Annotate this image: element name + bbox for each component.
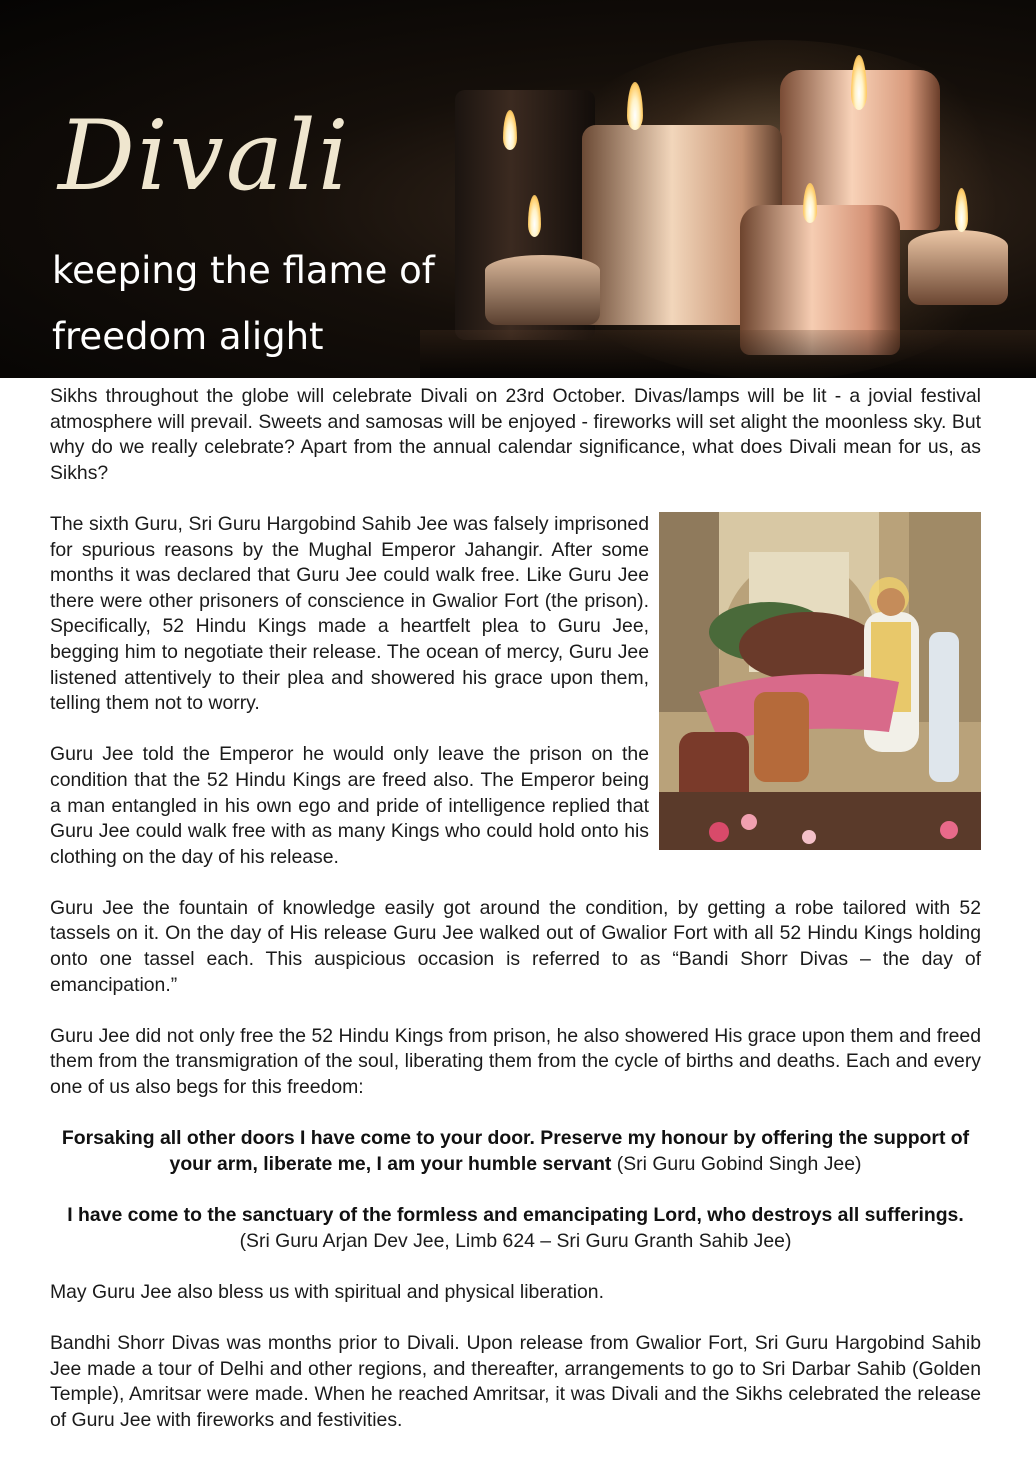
paragraph-freedom: Guru Jee did not only free the 52 Hindu Kings from prison, he also showered His grace upon them and freed them from the transmigration of the soul, liberating them from the cycle of births and deaths. Each and every one of us also begs for this freedom: <box>50 1024 981 1099</box>
paragraph-intro: Sikhs throughout the globe will celebrate Divali on 23rd October. Divas/lamps will be lit - a jovial festival atmosphere will prevail. Sweets and samosas will be enjoyed - fireworks will set alight the moonless sky. But why do we really celebrate? Apart from the annual calendar significance, what does Divali mean for us, as Sikhs? <box>50 385 981 484</box>
page-title: Divali <box>58 100 351 212</box>
quote-text: Forsaking all other doors I have come to your door. Preserve my honour by offering the support of your arm, liberate me, I am your humble servant <box>61 1127 970 1175</box>
paragraph-blessing: May Guru Jee also bless us with spiritual and physical liberation. <box>50 1280 604 1303</box>
paragraph-emperor-condition: Guru Jee told the Emperor he would only leave the prison on the condition that the 52 Hindu Kings are freed also. The Emperor being a man entangled in his own ego and pride of intelligence replied that Guru Jee could walk free with as many Kings who could hold onto his clothing on the day of his release. <box>50 743 649 868</box>
article-body <box>50 384 981 1459</box>
quote-source: (Sri Guru Gobind Singh Jee) <box>611 1152 862 1175</box>
tealight-right <box>908 230 1008 305</box>
paragraph-amritsar: Bandhi Shorr Divas was months prior to Divali. Upon release from Gwalior Fort, Sri Guru Hargobind Sahib Jee made a tour of Delhi and other regions, and thereafter, arrangements to go to Sri Darbar Sahib (Golden Temple), Amritsar were made. When he reached Amritsar, it was Divali and the Sikhs celebrated the release of Guru Jee with fireworks and festivities. <box>50 1331 981 1431</box>
paragraph-text: The sixth Guru, Sri Guru Hargobind Sahib Jee was falsely imprisoned for spurious reasons by the Mughal Emperor Jahangir. After some months it was declared that Guru Jee could walk free. Like Guru Jee there were other prisoners of conscience in Gwalior Fort (the prison). Specifically, 52 Hindu Kings made a heartfelt plea to Guru Jee, begging him to negotiate their release. The ocean of mercy, Guru Jee listened attentively to their plea and showered his grace upon them, telling them not to worry. <box>50 512 649 715</box>
paragraph-guru-imprisonment <box>50 512 981 717</box>
header-banner <box>0 0 1036 378</box>
table-reflection <box>420 330 1036 378</box>
guru-release-illustration <box>659 512 981 850</box>
painting-image <box>659 512 981 850</box>
quote-text: I have come to the sanctuary of the formless and emancipating Lord, who destroys all sufferings. <box>67 1204 964 1226</box>
paragraph-robe-tassels: Guru Jee the fountain of knowledge easily got around the condition, by getting a robe tailored with 52 tassels on it. On the day of His release Guru Jee walked out of Gwalior Fort with all 52 Hindu Kings holding onto one tassel each. This auspicious occasion is referred to as “Bandi Shorr Divas – the day of emancipation.” <box>50 896 981 996</box>
tealight-left <box>485 255 600 325</box>
quote-gobind-singh <box>50 1126 981 1177</box>
quote-source: (Sri Guru Arjan Dev Jee, Limb 624 – Sri Guru Granth Sahib Jee) <box>239 1229 792 1252</box>
page-subtitle: keeping the flame of freedom alight <box>52 249 435 358</box>
quote-arjan-dev <box>50 1203 981 1254</box>
